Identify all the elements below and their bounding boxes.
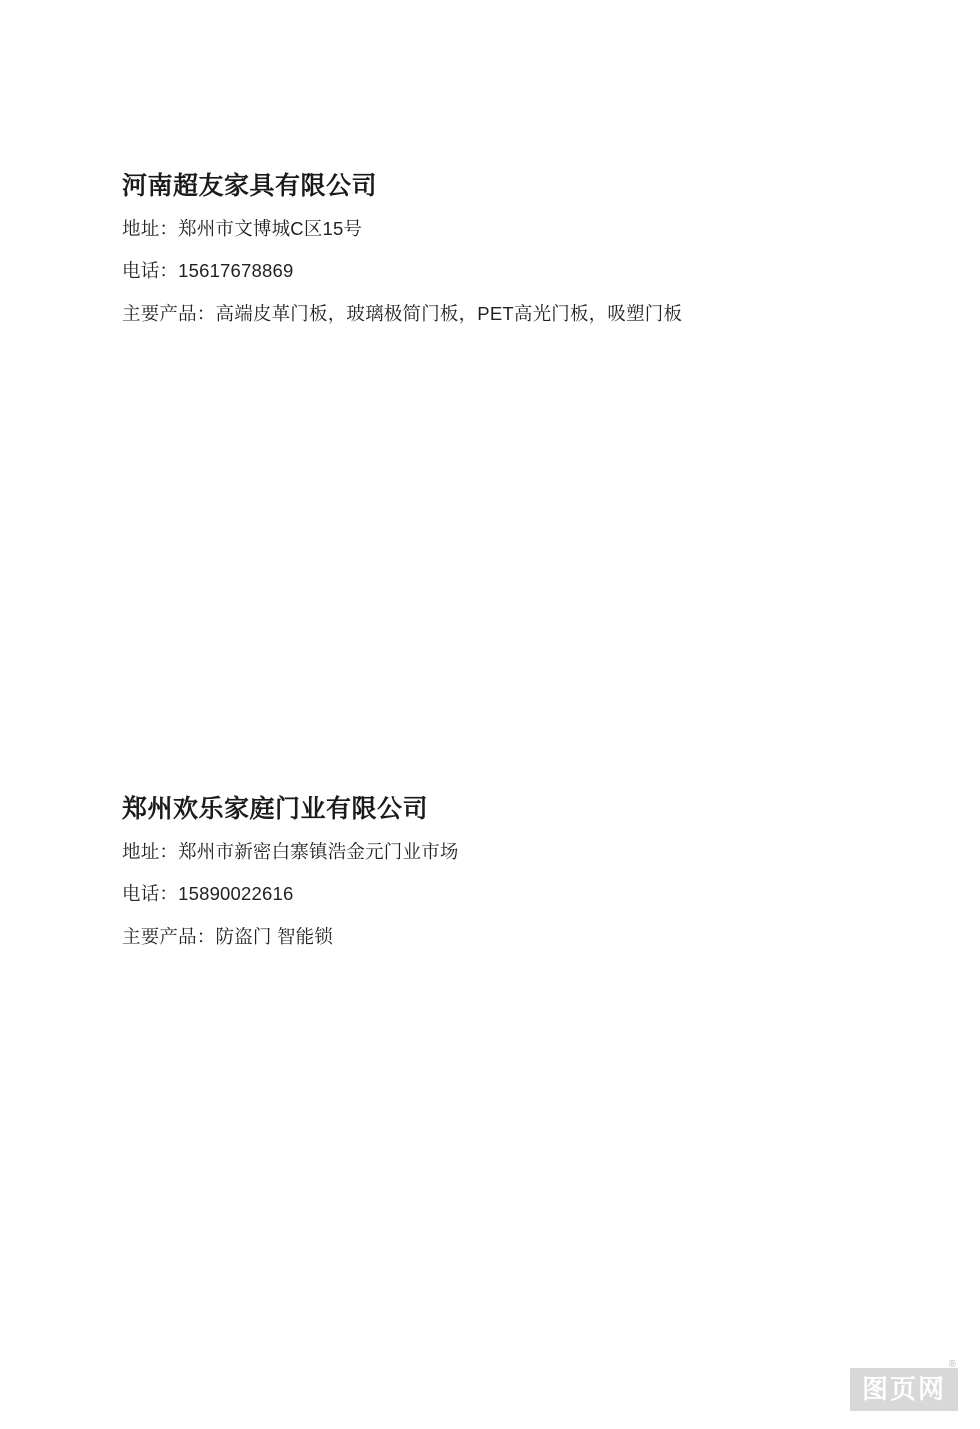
registered-trademark-icon: ® bbox=[948, 1359, 956, 1370]
company-phone: 电话：15890022616 bbox=[122, 883, 294, 905]
company-name: 河南超友家具有限公司 bbox=[122, 172, 378, 200]
company-entry bbox=[122, 170, 922, 327]
company-address: 地址：郑州市新密白寨镇浩金元门业市场 bbox=[122, 840, 459, 862]
company-products: 主要产品：防盗门 智能锁 bbox=[122, 926, 334, 948]
company-products: 主要产品：高端皮革门板，玻璃极简门板，PET高光门板，吸塑门板 bbox=[122, 303, 683, 325]
watermark-badge bbox=[850, 1368, 958, 1411]
watermark-label: 图页网 bbox=[861, 1374, 946, 1404]
company-entry bbox=[122, 793, 922, 950]
company-address: 地址：郑州市文博城C区15号 bbox=[122, 217, 363, 239]
watermark bbox=[850, 1359, 958, 1411]
company-phone: 电话：15617678869 bbox=[122, 260, 294, 282]
company-name: 郑州欢乐家庭门业有限公司 bbox=[122, 795, 429, 823]
